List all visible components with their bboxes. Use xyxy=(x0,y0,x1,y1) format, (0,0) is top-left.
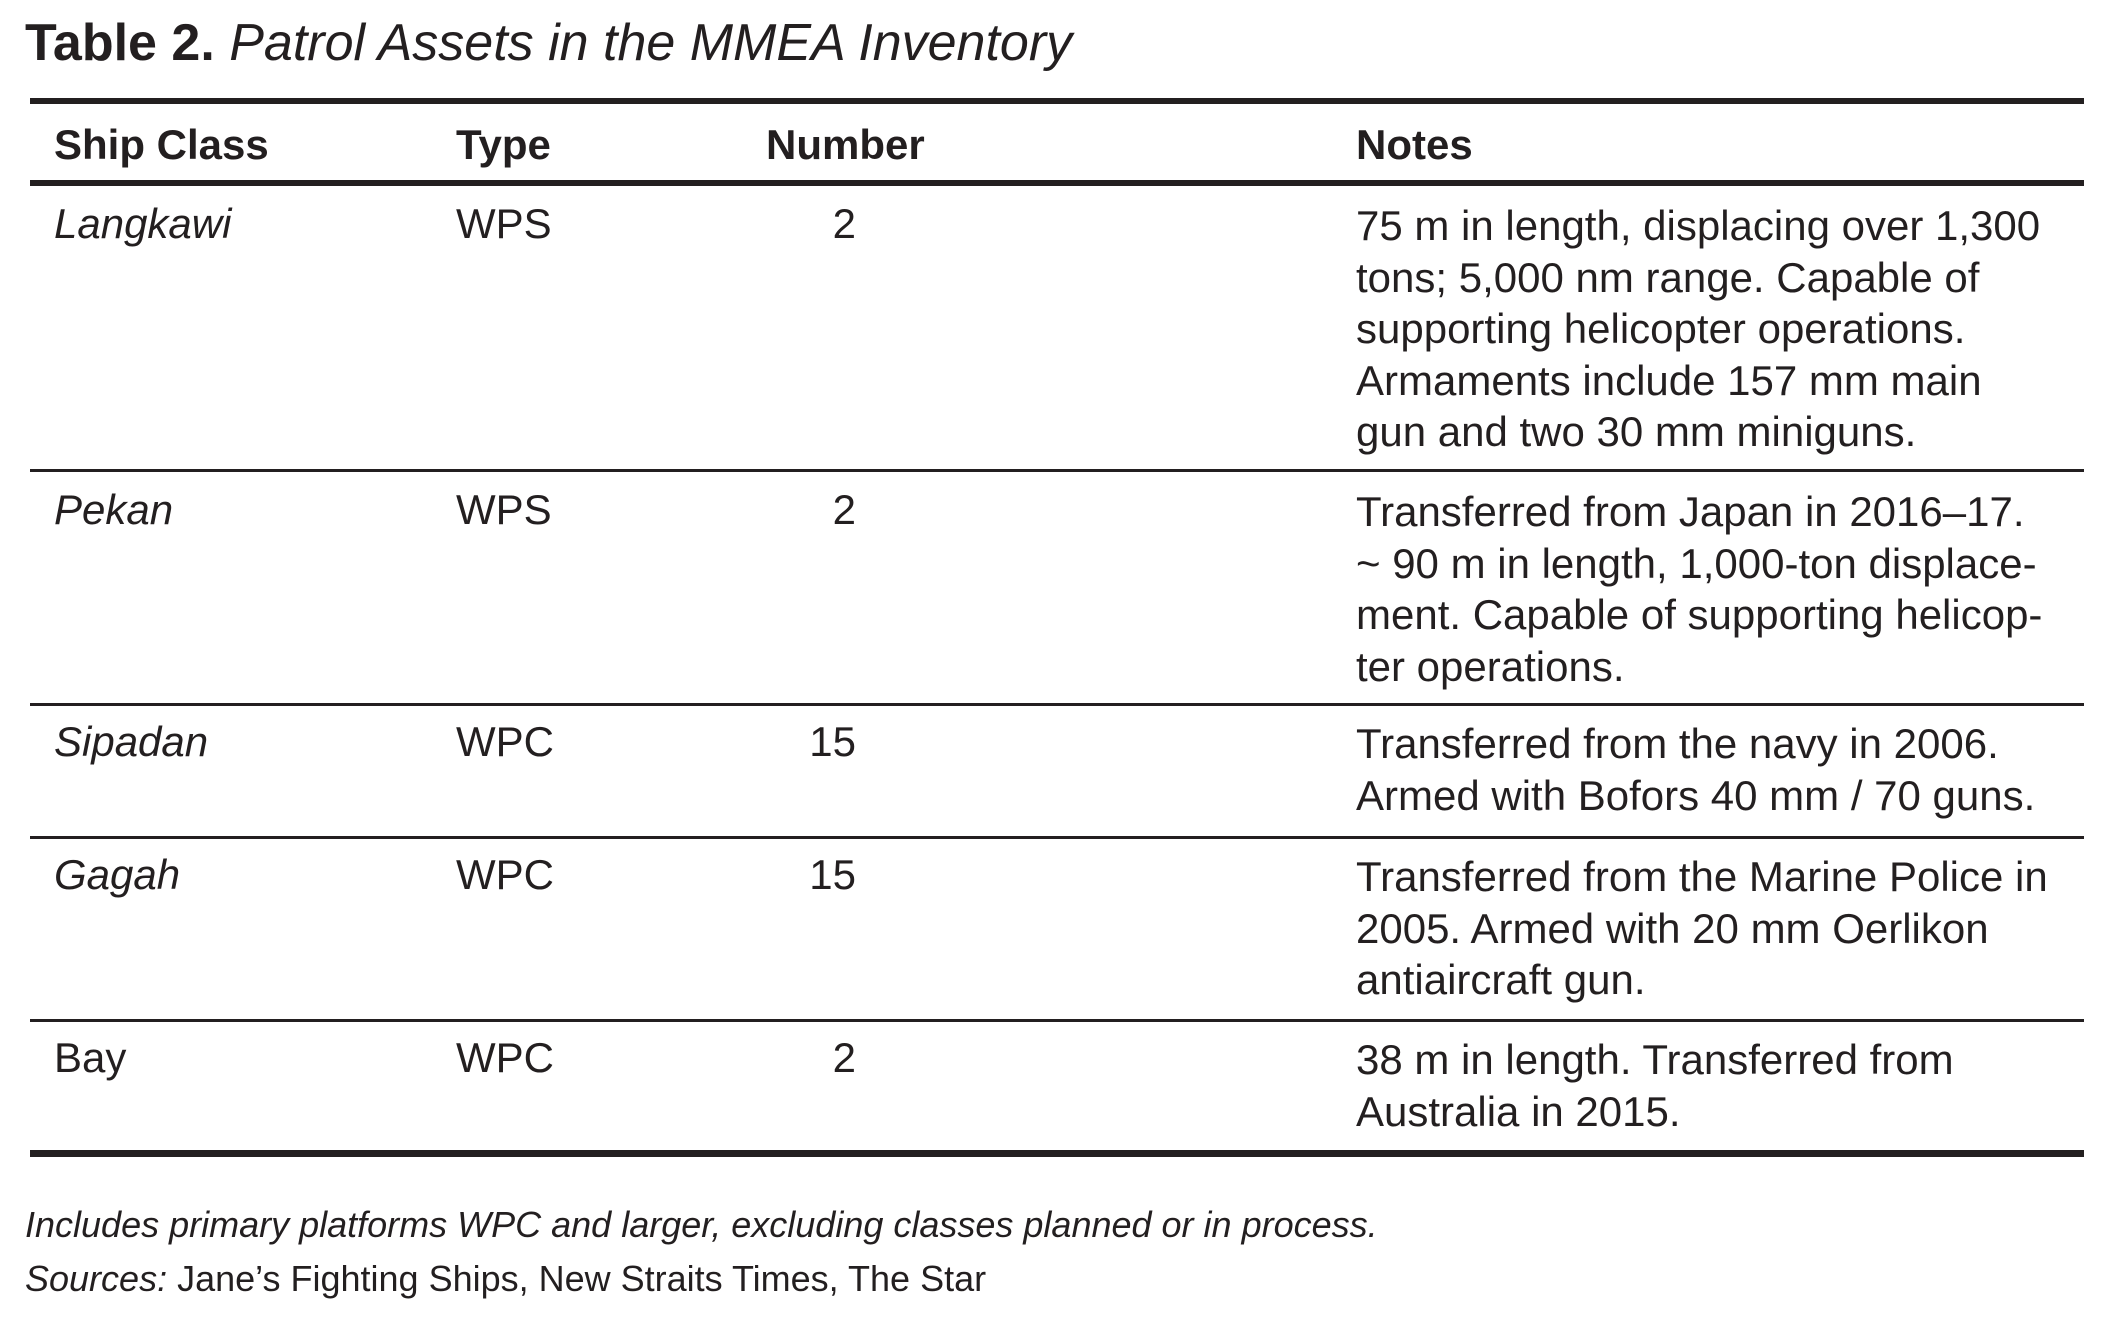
cell-type: WPC xyxy=(456,1034,554,1081)
table-label: Table 2. xyxy=(25,14,215,72)
cell-type: WPS xyxy=(456,486,552,533)
sources-label: Sources: xyxy=(25,1258,168,1299)
notes-line: Armaments include 157 mm main xyxy=(1356,356,1982,404)
cell-number: 2 xyxy=(832,486,856,533)
header-type: Type xyxy=(456,121,551,168)
table-footnotes xyxy=(25,1198,1378,1306)
table-bottom-rule xyxy=(30,1150,2084,1157)
table-row xyxy=(30,472,2084,703)
notes-line: 2005. Armed with 20 mm Oerlikon xyxy=(1356,904,1989,952)
cell-number: 15 xyxy=(809,718,856,765)
notes-line: Transferred from Japan in 2016–17. xyxy=(1356,488,2025,535)
footnote-scope: Includes primary platforms WPC and larger, excluding classes planned or in process. xyxy=(25,1204,1378,1245)
notes-line: antiaircraft gun. xyxy=(1356,956,1646,1003)
notes-line: ter operations. xyxy=(1356,642,1625,690)
cell-number: 2 xyxy=(832,1034,856,1081)
cell-type: WPC xyxy=(456,851,554,898)
notes-line: supporting helicopter operations. xyxy=(1356,305,1966,352)
cell-notes xyxy=(1356,1034,2086,1137)
table-caption xyxy=(25,8,1072,78)
notes-line: 38 m in length. Transferred from xyxy=(1356,1036,1954,1083)
notes-line: ~ 90 m in length, 1,000-ton displace- xyxy=(1356,539,2037,587)
table-row xyxy=(30,839,2084,1019)
notes-line: gun and two 30 mm miniguns. xyxy=(1356,408,1917,455)
cell-notes xyxy=(1356,486,2086,692)
cell-number: 15 xyxy=(809,851,856,898)
header-ship-class: Ship Class xyxy=(54,121,269,168)
notes-line: 75 m in length, displacing over 1,300 xyxy=(1356,202,2041,249)
notes-line: Australia in 2015. xyxy=(1356,1087,1681,1135)
cell-type: WPC xyxy=(456,718,554,765)
cell-number: 2 xyxy=(832,200,856,247)
patrol-assets-table xyxy=(30,98,2084,1157)
cell-ship-class: Langkawi xyxy=(54,200,232,247)
header-notes: Notes xyxy=(1356,121,1473,168)
footnote-sources xyxy=(25,1252,1378,1306)
cell-ship-class: Bay xyxy=(54,1034,127,1081)
notes-line: Transferred from the navy in 2006. xyxy=(1356,720,1999,767)
cell-ship-class: Gagah xyxy=(54,851,181,898)
table-title: Patrol Assets in the MMEA Inventory xyxy=(229,14,1073,72)
table-header-row xyxy=(30,104,2084,180)
cell-notes xyxy=(1356,200,2086,458)
cell-notes xyxy=(1356,851,2086,1006)
table-row xyxy=(30,1022,2084,1150)
sources-text: Jane’s Fighting Ships, New Straits Times, The Star xyxy=(167,1258,987,1299)
table-row xyxy=(30,186,2084,469)
cell-notes xyxy=(1356,718,2086,821)
table-row xyxy=(30,706,2084,836)
cell-ship-class: Sipadan xyxy=(54,718,209,765)
notes-line: Transferred from the Marine Police in xyxy=(1356,853,2048,900)
notes-line: tons; 5,000 nm range. Capable of xyxy=(1356,253,1980,301)
notes-line: ment. Capable of supporting helicop- xyxy=(1356,591,2043,638)
header-number: Number xyxy=(766,121,925,168)
cell-ship-class: Pekan xyxy=(54,486,174,533)
cell-type: WPS xyxy=(456,200,552,247)
notes-line: Armed with Bofors 40 mm / 70 guns. xyxy=(1356,771,2036,819)
